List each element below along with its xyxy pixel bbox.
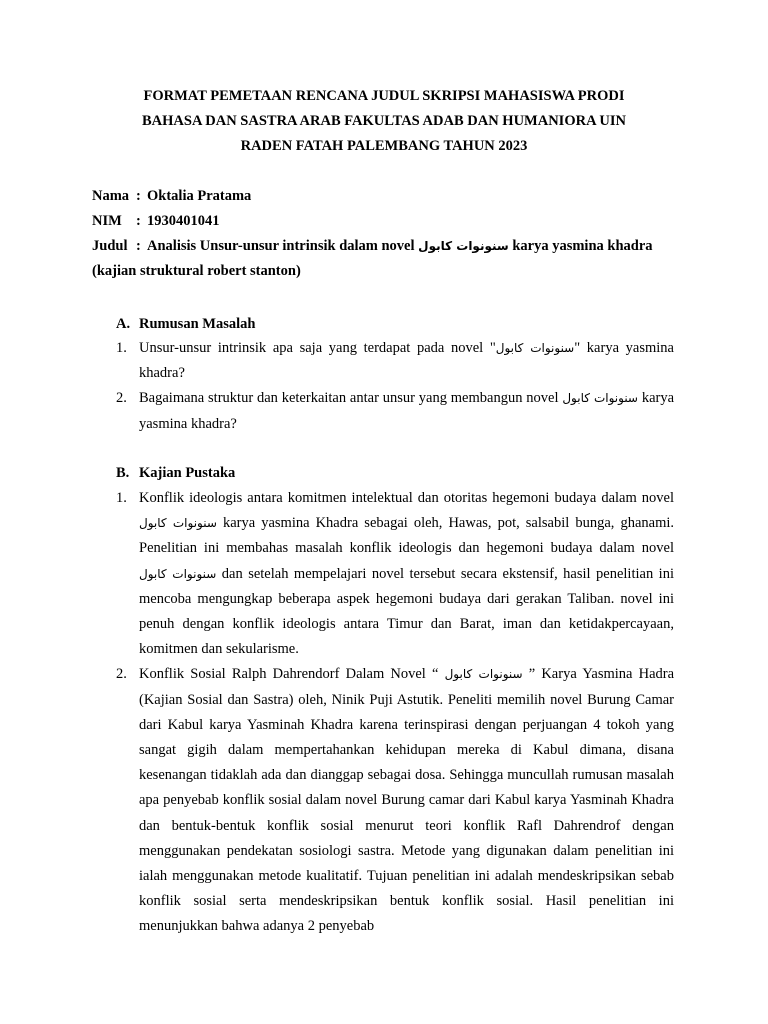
nim-row	[92, 209, 676, 234]
item-arabic: سنونوات كابول	[562, 391, 638, 406]
judul-arabic-title: سنونوات كابول	[418, 239, 509, 253]
item-text	[139, 336, 674, 386]
item-text-part: ” Karya Yasmina Hadra (Kajian Sosial dan Sastra) oleh, Ninik Puji Astutik. Peneliti memilih novel Burung Camar dari Kabul karya Yasminah Khadra karena terinspirasi dengan perjuangan 4 tokoh yang sangat gigih dalam mempertahankan kehidupan mereka di Kabul dimana, disana kesenangan tidaklah ada dan dianggap sebagai dosa. Sehingga muncullah rumusan masalah apa penyebab konflik sosial dalam novel Burung camar dari Kabul karya Yasminah Khadra dan bentuk-bentuk konflik sosial menurut teori konflik Rafl Dahrendrof dengan menggunakan pendekatan sosiologi sastra. Metode yang digunakan dalam penelitian ini ialah menggunakan metode kualitatif. Tujuan penelitian ini adalah mendeskripsikan sebab konflik sosial serta mendeskripsikan bentuk konflik sosial. Hasil penelitian ini menunjukkan bahwa adanya 2 penyebab	[139, 666, 675, 935]
list-item	[116, 486, 674, 662]
item-text-post: karya yasmina khadra?	[139, 390, 675, 432]
judul-subtitle: (kajian struktural robert stanton)	[92, 263, 301, 279]
nama-colon: :	[136, 188, 141, 204]
kajian-pustaka-list	[116, 486, 674, 940]
nim-label: NIM	[92, 213, 122, 229]
item-text-part: Konflik Sosial Ralph Dahrendorf Dalam Novel “	[139, 666, 439, 683]
judul-colon: :	[136, 238, 141, 254]
judul-value	[147, 234, 653, 259]
section-a-heading	[116, 312, 255, 337]
document-title	[92, 84, 676, 159]
list-item	[116, 662, 674, 939]
item-text-post: " karya yasmina khadra?	[139, 340, 674, 382]
item-text	[139, 662, 674, 939]
section-a-letter: A.	[116, 316, 131, 332]
item-number: 1.	[116, 490, 127, 506]
item-text-pre: Bagaimana struktur dan keterkaitan antar unsur yang membangun novel	[139, 390, 559, 407]
item-arabic: سنونوات كابول	[495, 341, 575, 355]
identity-block	[92, 184, 676, 284]
item-text-part: Konflik ideologis antara komitmen intelektual dan otoritas hegemoni budaya dalam novel	[139, 490, 674, 506]
item-number: 1.	[116, 340, 127, 356]
nim-colon: :	[136, 213, 141, 229]
nama-label: Nama	[92, 188, 130, 204]
item-arabic: سنونوات كابول	[139, 566, 217, 581]
list-item	[116, 386, 674, 436]
list-item	[116, 336, 674, 386]
section-a-title: Rumusan Masalah	[139, 316, 256, 332]
item-text-part: karya yasmina Khadra sebagai oleh, Hawas, pot, salsabil bunga, ghanami. Penelitian ini membahas masalah konflik ideologis dan hegemoni budaya dalam novel	[139, 515, 674, 557]
item-arabic: سنونوات كابول	[139, 516, 217, 531]
title-line-3: RADEN FATAH PALEMBANG TAHUN 2023	[240, 138, 528, 154]
item-text-part: dan setelah mempelajari novel tersebut secara ekstensif, hasil penelitian ini mencoba mengungkap beberapa aspek hegemoni budaya dari gerakan Taliban. novel ini penuh dengan konflik ideologis antara Timur dan Barat, iman dan ketidakpercayaan, komitmen dan sekularisme.	[139, 565, 674, 658]
section-b-heading	[116, 461, 235, 486]
item-number: 2.	[116, 390, 127, 407]
title-line-1: FORMAT PEMETAAN RENCANA JUDUL SKRIPSI MAHASISWA PRODI	[143, 88, 625, 104]
item-text-pre: Unsur-unsur intrinsik apa saja yang terdapat pada novel "	[139, 340, 496, 356]
nim-value: 1930401041	[147, 213, 220, 229]
nama-value: Oktalia Pratama	[147, 188, 252, 204]
rumusan-masalah-list	[116, 336, 674, 437]
item-text	[139, 486, 674, 662]
section-b-letter: B.	[116, 465, 130, 481]
section-b-title: Kajian Pustaka	[139, 465, 236, 481]
judul-row	[92, 234, 676, 259]
item-text	[139, 386, 674, 436]
judul-text-post: karya yasmina khadra	[512, 238, 653, 254]
judul-label: Judul	[92, 238, 128, 254]
judul-text-pre: Analisis Unsur-unsur intrinsik dalam novel	[147, 238, 415, 254]
item-number: 2.	[116, 666, 127, 683]
item-arabic: سنونوات كابول	[444, 667, 523, 682]
title-line-2: BAHASA DAN SASTRA ARAB FAKULTAS ADAB DAN HUMANIORA UIN	[142, 113, 626, 129]
nama-row	[92, 184, 676, 209]
